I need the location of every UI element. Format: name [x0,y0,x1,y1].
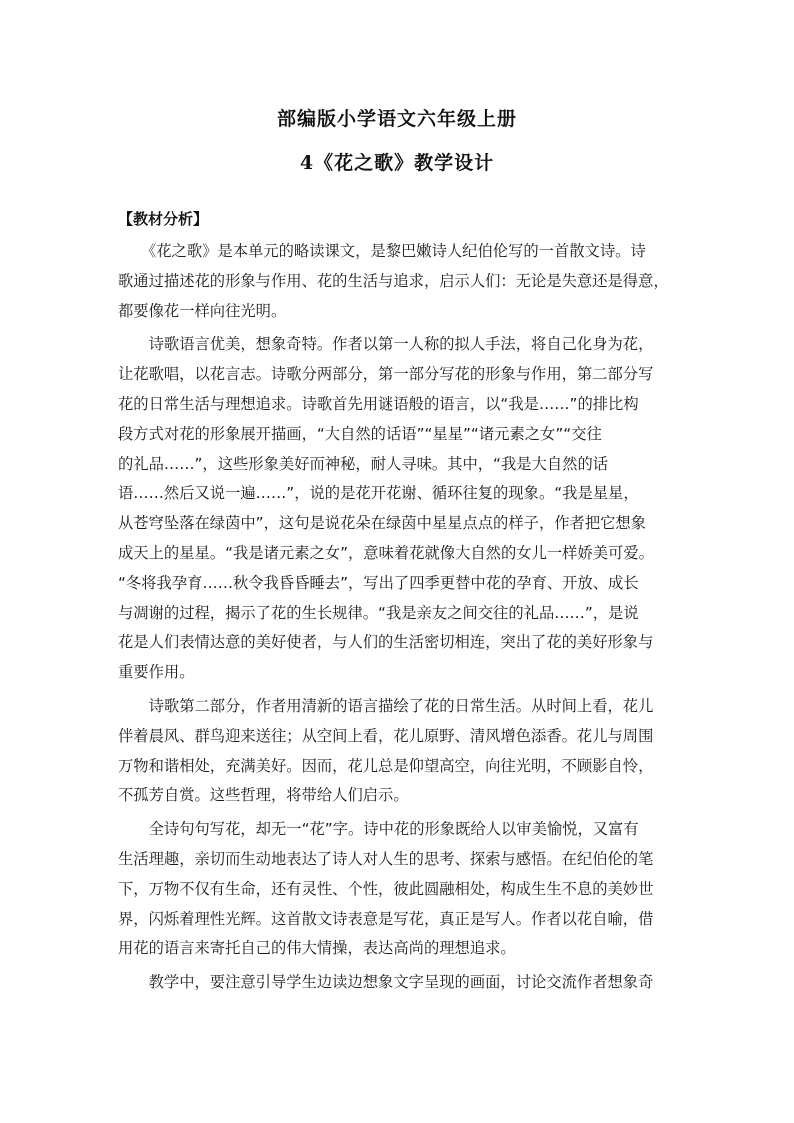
text-line: 都要像花一样向往光明。 [118,301,287,320]
text-line: 界，闪烁着理性光辉。这首散文诗表意是写花，真正是写人。作者以花自喻，借 [118,909,654,928]
text-line: 歌通过描述花的形象与作用、花的生活与追求，启示人们：无论是失意还是得意， [118,271,669,290]
section-heading: 【教材分析】 [118,210,209,228]
text-line: 不孤芳自赏。这些哲理，将带给人们启示。 [118,786,409,805]
text-line: 生活理趣，亲切而生动地表达了诗人对人生的思考、探索与感悟。在纪伯伦的笔 [118,849,654,868]
text-line: 成天上的星星。“我是诸元素之女”，意味着花就像大自然的女儿一样娇美可爱。 [118,543,654,562]
text-line: 花的日常生活与理想追求。诗歌首先用谜语般的语言，以“我是……”的排比构 [118,394,639,413]
text-line: 与凋谢的过程，揭示了花的生长规律。“我是亲友之间交往的礼品……”，是说 [118,603,639,622]
text-line: 诗歌第二部分，作者用清新的语言描绘了花的日常生活。从时间上看，花儿 [118,696,654,715]
text-line: 让花歌唱，以花言志。诗歌分两部分，第一部分写花的形象与作用，第二部分写 [118,365,654,384]
paragraph [118,968,680,998]
paragraph [118,692,680,811]
text-line: 下，万物不仅有生命，还有灵性、个性，彼此圆融相处，构成生生不息的美妙世 [118,879,654,898]
text-line: 诗歌语言优美，想象奇特。作者以第一人称的拟人手法，将自己化身为花， [118,335,654,354]
text-line: 教学中，要注意引导学生边读边想象文字呈现的画面，讨论交流作者想象奇 [118,973,654,992]
document-title: 部编版小学语文六年级上册 [276,108,517,130]
text-line: 全诗句句写花，却无一“花”字。诗中花的形象既给人以审美愉悦，又富有 [118,820,639,839]
text-line: 万物和谐相处，充满美好。因而，花儿总是仰望高空，向往光明，不顾影自怜， [118,756,654,775]
text-line: 段方式对花的形象展开描画，“大自然的话语”“星星”“诸元素之女”“交往 [118,424,602,443]
text-line: 用花的语言来寄托自己的伟大情操，表达高尚的理想追求。 [118,939,516,958]
text-line: 伴着晨风、群鸟迎来送往；从空间上看，花儿原野、清风增色添香。花儿与周围 [118,726,654,745]
text-line: 语……然后又说一遍……”，说的是花开花谢、循环往复的现象。“我是星星， [118,484,639,503]
paragraph [118,237,680,326]
text-line: 花是人们表情达意的美好使者，与人们的生活密切相连，突出了花的美好形象与 [118,633,654,652]
document-subtitle: 4《花之歌》教学设计 [299,152,495,174]
text-line: 重要作用。 [118,663,195,682]
text-line: “冬将我孕育……秋令我昏昏睡去”，写出了四季更替中花的孕育、开放、成长 [118,573,639,592]
text-line: 从苍穹坠落在绿茵中”，这句是说花朵在绿茵中星星点点的样子，作者把它想象 [118,514,647,533]
paragraph [118,815,680,964]
paragraph [118,330,680,688]
text-line: 《花之歌》是本单元的略读课文，是黎巴嫩诗人纪伯伦写的一首散文诗。诗 [118,242,646,260]
text-line: 的礼品……”，这些形象美好而神秘，耐人寻味。其中，“我是大自然的话 [118,454,609,473]
body-text [118,237,680,998]
